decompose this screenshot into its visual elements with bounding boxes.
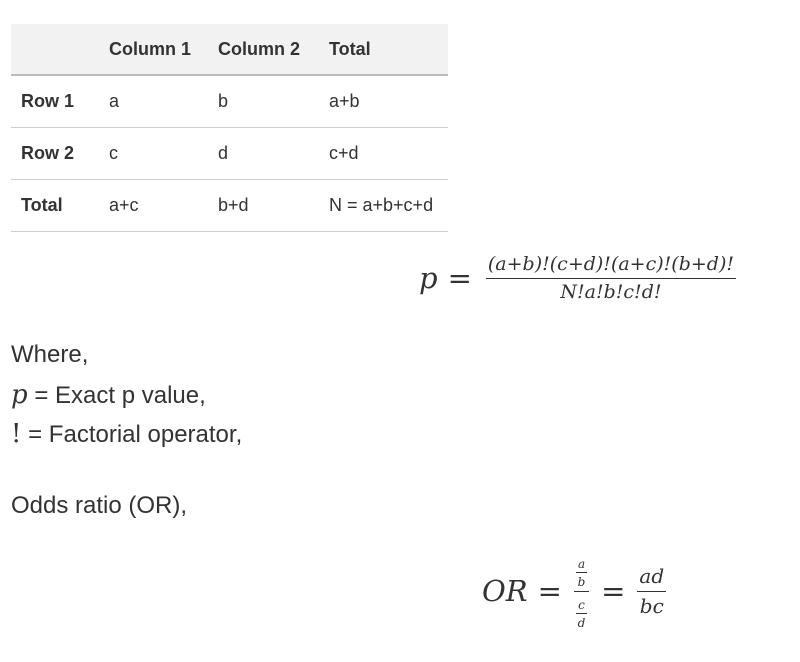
compound-fraction-top [574, 553, 589, 592]
table-cell: b+d [218, 180, 329, 232]
table-header-cell: Column 2 [218, 24, 329, 75]
p-definition-text: = Exact p value, [27, 382, 206, 409]
equals-sign: = [537, 574, 562, 608]
compound-fraction-bottom [574, 592, 589, 630]
table-cell: a [109, 75, 218, 128]
table-cell: N = a+b+c+d [329, 180, 448, 232]
table-cell: a+b [329, 75, 448, 128]
table-cell: d [218, 128, 329, 180]
fraction-ad-over-bc [637, 564, 666, 618]
table-cell: a+c [109, 180, 218, 232]
equals-sign: = [601, 574, 626, 608]
fraction-a-over-b [576, 557, 587, 589]
factorial-definition-text: = Factorial operator, [21, 421, 243, 448]
contingency-table [11, 24, 448, 232]
table-row [11, 180, 448, 232]
table-cell: b [218, 75, 329, 128]
formula-lhs: OR [482, 574, 528, 608]
factorial-definition [11, 419, 242, 449]
table-header-cell: Total [329, 24, 448, 75]
p-definition [11, 380, 206, 410]
formula-denominator: N!a!b!c!d! [560, 281, 662, 303]
equals-sign: = [447, 261, 472, 295]
odds-ratio-formula [482, 553, 666, 629]
p-symbol: p [11, 380, 28, 410]
formula-fraction [486, 253, 736, 303]
row-header-cell: Row 1 [11, 75, 109, 128]
factorial-symbol: ! [11, 419, 22, 449]
formula-lhs: p [419, 261, 438, 295]
table-row [11, 75, 448, 128]
table-header-cell [11, 24, 109, 75]
table-row [11, 128, 448, 180]
fraction-denominator: d [577, 615, 586, 630]
row-header-cell: Row 2 [11, 128, 109, 180]
fraction-numerator: ad [637, 564, 666, 592]
where-label: Where, [11, 341, 89, 368]
row-header-cell: Total [11, 180, 109, 232]
table-header-row [11, 24, 448, 75]
p-value-formula [419, 248, 736, 308]
compound-fraction [574, 553, 589, 630]
fraction-denominator: bc [639, 594, 664, 618]
formula-numerator: (a+b)!(c+d)!(a+c)!(b+d)! [486, 253, 736, 279]
fraction-numerator: c [578, 597, 585, 612]
table-cell: c [109, 128, 218, 180]
table-header-cell: Column 1 [109, 24, 218, 75]
fraction-numerator: a [577, 556, 586, 571]
fraction-denominator: b [577, 574, 586, 589]
fraction-c-over-d [576, 598, 587, 630]
table-cell: c+d [329, 128, 448, 180]
odds-ratio-heading: Odds ratio (OR), [11, 492, 188, 519]
